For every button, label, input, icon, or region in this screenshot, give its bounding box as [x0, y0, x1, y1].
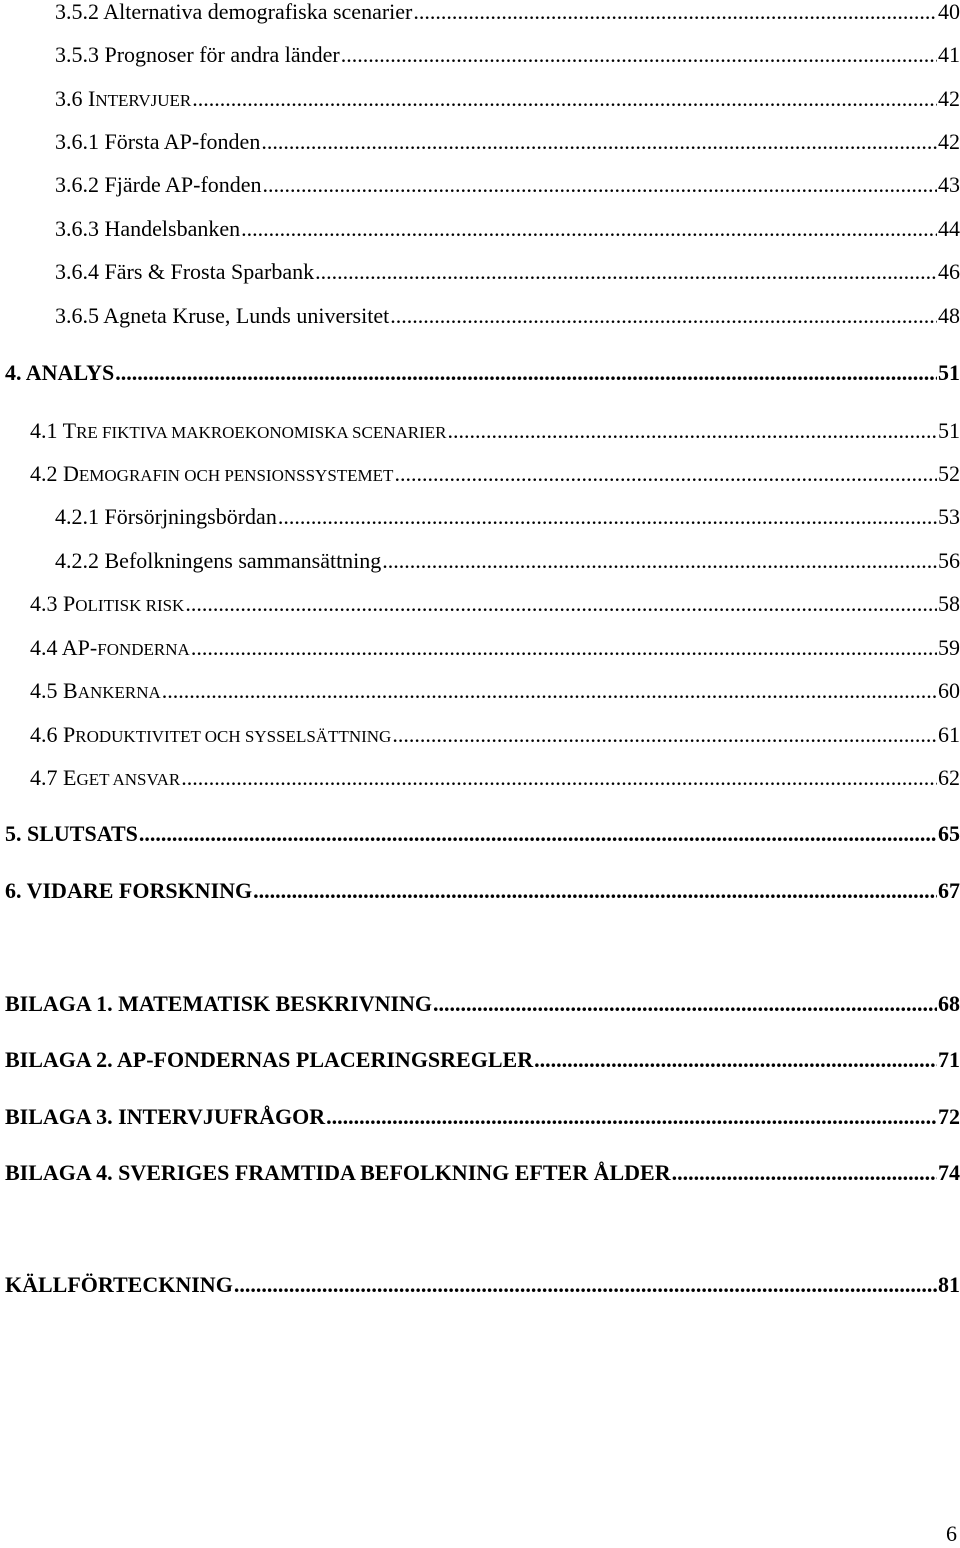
toc-dot-leader [191, 634, 937, 662]
toc-dot-leader [115, 359, 937, 387]
toc-entry-3-5-2[interactable] [55, 0, 960, 26]
page-number: 6 [946, 1521, 957, 1546]
toc-entry-cap: I [88, 86, 96, 111]
toc-page-number: 41 [938, 42, 960, 67]
toc-entry-rest: RE FIKTIVA MAKROEKONOMISKA SCENARIER [76, 423, 447, 442]
toc-entry-4-1[interactable] [30, 417, 960, 447]
toc-dot-leader [185, 590, 937, 618]
toc-entry-cap: P [63, 591, 76, 616]
toc-entry-cap: B [63, 678, 78, 703]
toc-entry-number: 4.6 [30, 722, 63, 747]
toc-entry-number: 4.2 [30, 461, 63, 486]
toc-page-number: 43 [938, 172, 960, 197]
toc-entry-kallforteckning[interactable] [5, 1271, 960, 1299]
toc-dot-leader [261, 128, 937, 156]
toc-entry-5[interactable] [5, 820, 960, 848]
toc-page-number: 62 [938, 765, 960, 790]
toc-entry-number: 4.4 [30, 635, 62, 660]
toc-dot-leader [341, 41, 937, 69]
toc-page-number: 51 [938, 418, 960, 443]
toc-entry-bilaga-1[interactable] [5, 990, 960, 1018]
toc-entry-label: BILAGA 3. INTERVJUFRÅGOR [5, 1104, 326, 1129]
toc-page-number: 60 [938, 678, 960, 703]
toc-entry-label [55, 85, 191, 115]
toc-entry-bilaga-4[interactable] [5, 1159, 960, 1187]
toc-entry-4-6[interactable] [30, 721, 960, 751]
toc-entry-4[interactable] [5, 359, 960, 387]
toc-entry-label: 4.2.2 Befolkningens sammansättning [55, 548, 382, 573]
toc-entry-label: 3.6.5 Agneta Kruse, Lunds universitet [55, 303, 390, 328]
toc-entry-label: BILAGA 2. AP-FONDERNAS PLACERINGSREGLER [5, 1047, 534, 1072]
toc-page-number: 71 [938, 1047, 960, 1072]
toc-dot-leader [253, 877, 937, 905]
toc-page-number: 56 [938, 548, 960, 573]
toc-page-number: 65 [938, 821, 960, 846]
toc-entry-rest: RODUKTIVITET OCH SYSSELSÄTTNING [75, 727, 392, 746]
toc-entry-cap: T [62, 418, 77, 443]
toc-entry-label [30, 764, 180, 794]
toc-dot-leader [326, 1103, 937, 1131]
toc-entry-cap: E [63, 765, 77, 790]
toc-entry-3-6-5[interactable] [55, 302, 960, 330]
toc-entry-3-6-3[interactable] [55, 215, 960, 243]
toc-entry-cap: D [63, 461, 79, 486]
toc-entry-4-3[interactable] [30, 590, 960, 620]
toc-entry-3-6-2[interactable] [55, 171, 960, 199]
toc-entry-label: 3.5.3 Prognoser för andra länder [55, 42, 340, 67]
toc-entry-bilaga-2[interactable] [5, 1046, 960, 1074]
toc-entry-label: 6. VIDARE FORSKNING [5, 878, 253, 903]
toc-dot-leader [278, 503, 937, 531]
toc-dot-leader [534, 1046, 937, 1074]
toc-entry-rest: NTERVJUER [95, 91, 192, 110]
toc-entry-label: 4.2.1 Försörjningsbördan [55, 504, 277, 529]
toc-entry-label: 3.6.2 Fjärde AP-fonden [55, 172, 262, 197]
toc-dot-leader [181, 764, 937, 792]
toc-dot-leader [192, 85, 937, 113]
toc-page-number: 51 [938, 360, 960, 385]
toc-entry-bilaga-3[interactable] [5, 1103, 960, 1131]
toc-entry-4-2[interactable] [30, 460, 960, 490]
toc-entry-rest: OLITISK RISK [75, 596, 185, 615]
toc-dot-leader [263, 171, 937, 199]
toc-entry-3-6-4[interactable] [55, 258, 960, 286]
toc-entry-label: 4. ANALYS [5, 360, 115, 385]
toc-page-number: 72 [938, 1104, 960, 1129]
toc-entry-label: BILAGA 1. MATEMATISK BESKRIVNING [5, 991, 433, 1016]
toc-entry-4-5[interactable] [30, 677, 960, 707]
toc-dot-leader [433, 990, 937, 1018]
toc-entry-4-2-1[interactable] [55, 503, 960, 531]
toc-entry-cap: AP- [61, 635, 98, 660]
toc-entry-label: 5. SLUTSATS [5, 821, 138, 846]
toc-dot-leader [672, 1159, 937, 1187]
toc-page-number: 68 [938, 991, 960, 1016]
toc-page-number: 52 [938, 461, 960, 486]
toc-dot-leader [234, 1271, 937, 1299]
toc-page-number: 48 [938, 303, 960, 328]
toc-page-number: 42 [938, 129, 960, 154]
toc-page-number: 74 [938, 1160, 960, 1185]
toc-dot-leader [139, 820, 937, 848]
toc-entry-3-6[interactable] [55, 85, 960, 115]
toc-page-number: 44 [938, 216, 960, 241]
toc-entry-label [30, 634, 190, 664]
toc-entry-6[interactable] [5, 877, 960, 905]
toc-dot-leader [162, 677, 937, 705]
toc-entry-number: 4.5 [30, 678, 63, 703]
toc-entry-label: 3.6.4 Färs & Frosta Sparbank [55, 259, 315, 284]
toc-page-number: 67 [938, 878, 960, 903]
toc-entry-label: 3.5.2 Alternativa demografiska scenarier [55, 0, 413, 24]
toc-dot-leader [394, 460, 937, 488]
toc-page-number: 58 [938, 591, 960, 616]
toc-entry-4-4[interactable] [30, 634, 960, 664]
toc-entry-label: KÄLLFÖRTECKNING [5, 1272, 233, 1297]
toc-page-number: 46 [938, 259, 960, 284]
toc-entry-label [30, 417, 446, 447]
toc-dot-leader [392, 721, 937, 749]
toc-entry-rest: FONDERNA [97, 640, 190, 659]
toc-entry-3-5-3[interactable] [55, 41, 960, 69]
toc-page-number: 53 [938, 504, 960, 529]
toc-page-number: 40 [938, 0, 960, 24]
toc-page-number: 42 [938, 86, 960, 111]
toc-entry-cap: P [63, 722, 76, 747]
toc-entry-label [30, 721, 391, 751]
toc-entry-number: 4.7 [30, 765, 63, 790]
toc-entry-rest: GET ANSVAR [76, 770, 181, 789]
toc-dot-leader [447, 417, 937, 445]
toc-entry-4-7[interactable] [30, 764, 960, 794]
toc-entry-4-2-2[interactable] [55, 547, 960, 575]
toc-dot-leader [390, 302, 937, 330]
toc-page-number: 81 [938, 1272, 960, 1297]
toc-entry-label [30, 460, 393, 490]
toc-entry-rest: ANKERNA [77, 683, 161, 702]
toc-dot-leader [413, 0, 937, 26]
toc-entry-label [30, 590, 184, 620]
toc-entry-label: 3.6.1 Första AP-fonden [55, 129, 261, 154]
toc-entry-label: 3.6.3 Handelsbanken [55, 216, 241, 241]
toc-page-number: 61 [938, 722, 960, 747]
toc-entry-number: 3.6 [55, 86, 88, 111]
toc-dot-leader [315, 258, 937, 286]
toc-entry-rest: EMOGRAFIN OCH PENSIONSSYSTEMET [78, 466, 394, 485]
toc-entry-3-6-1[interactable] [55, 128, 960, 156]
toc-entry-label [30, 677, 161, 707]
toc-dot-leader [382, 547, 937, 575]
toc-entry-number: 4.3 [30, 591, 63, 616]
toc-entry-number: 4.1 [30, 418, 63, 443]
toc-page-number: 59 [938, 635, 960, 660]
toc-dot-leader [241, 215, 937, 243]
toc-entry-label: BILAGA 4. SVERIGES FRAMTIDA BEFOLKNING EFTER ÅLDER [5, 1160, 671, 1185]
